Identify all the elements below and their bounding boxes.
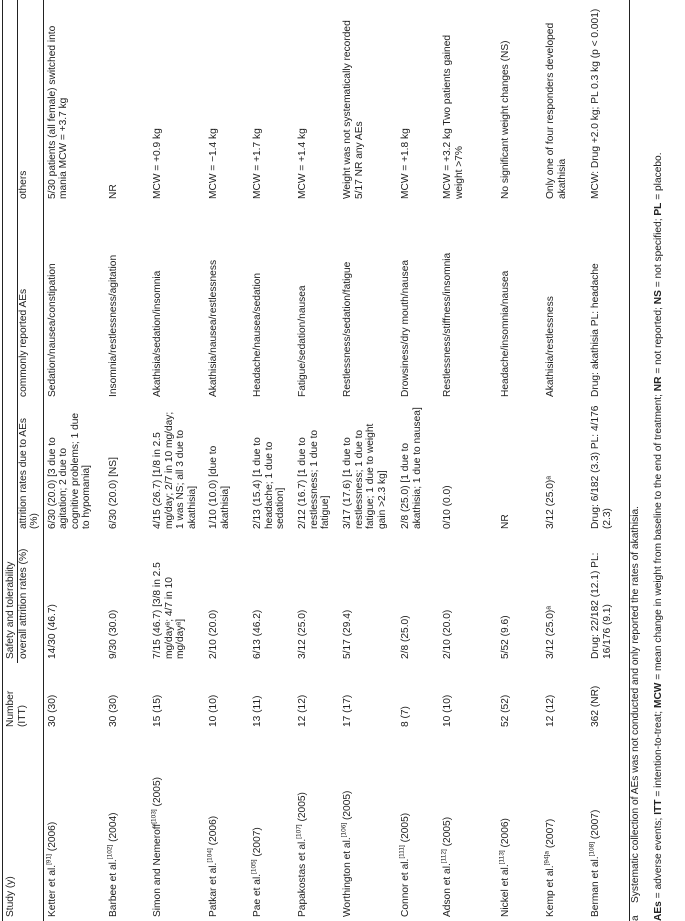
study-cell bbox=[205, 731, 249, 921]
common-ae-cell: Headache/insomnia/nausea bbox=[500, 270, 511, 397]
overall-cell: 2/10 (20.0) bbox=[442, 609, 453, 659]
common-ae-cell: Sedation/nausea/constipation bbox=[46, 263, 58, 397]
header-study: Study (y) bbox=[5, 876, 16, 917]
study-name: Adson et al. bbox=[442, 863, 453, 917]
study-cell bbox=[339, 731, 397, 921]
study-name: Ketter et al. bbox=[46, 864, 58, 917]
abbreviation-definition: = placebo. bbox=[653, 152, 664, 203]
number-cell: 12 (12) bbox=[297, 694, 308, 727]
study-reference: [102] bbox=[106, 844, 114, 860]
overall-cell: 2/8 (25.0) bbox=[400, 615, 411, 659]
study-cell bbox=[249, 731, 294, 921]
overall-cell: 5/17 (29.4) bbox=[342, 609, 353, 659]
due-ae-cell: 6/30 (20.0) [NS] bbox=[108, 457, 119, 529]
study-name: Berman et al. bbox=[590, 856, 601, 917]
study-name: Nickel et al. bbox=[500, 864, 511, 917]
table-row bbox=[542, 0, 587, 921]
common-ae-cell: Restlessness/sedation/fatigue bbox=[342, 261, 353, 397]
footnote-a bbox=[630, 506, 641, 921]
table-row bbox=[294, 0, 339, 921]
study-reference: [105] bbox=[250, 859, 258, 874]
study-reference: [113] bbox=[498, 850, 506, 865]
others-cell: MCW = +3.2 kg Two patients gained weight >7% bbox=[442, 34, 465, 199]
number-cell: 17 (17) bbox=[342, 694, 353, 727]
abbreviation-term: NS bbox=[653, 290, 664, 305]
study-reference: [108] bbox=[588, 841, 596, 857]
header-others: others bbox=[17, 0, 43, 203]
study-cell bbox=[43, 731, 105, 921]
due-ae-cell: 3/17 (17.6) [1 due to restlessness; 1 due to fatigue; 1 due to weight gain >2.3 kg] bbox=[342, 423, 388, 529]
study-cell bbox=[497, 731, 542, 921]
study-year: (2007) bbox=[252, 827, 263, 857]
overall-cell: 14/30 (46.7) bbox=[46, 604, 58, 659]
common-ae-cell: Drowsiness/dry mouth/nausea bbox=[400, 259, 411, 397]
study-cell bbox=[439, 731, 497, 921]
header-overall-attrition: overall attrition rates (%) bbox=[17, 533, 43, 663]
study-name: Papakostas et al. bbox=[297, 838, 308, 917]
study-reference: [107] bbox=[295, 824, 303, 839]
header-safety-group: Safety and tolerability bbox=[3, 0, 18, 663]
study-year: (2005) bbox=[442, 816, 453, 847]
common-ae-cell: Insomnia/restlessness/agitation bbox=[108, 254, 119, 397]
study-name: Simon and Nemeroff bbox=[152, 823, 163, 917]
due-ae-cell: 4/15 (26.7) [1/8 in 2.5 mg/day; 2/7 in 10 mg/day; 1 was NS; all 3 due to akathisia] bbox=[152, 411, 198, 529]
study-reference: [103] bbox=[150, 809, 158, 824]
due-ae-cell: 3/12 (25.0)ᵃ bbox=[545, 475, 556, 529]
due-ae-cell: 2/8 (25.0) [1 due to akathisia; 1 due to nausea] bbox=[400, 407, 423, 529]
abbreviation-definition: = adverse events; bbox=[653, 814, 664, 902]
study-reference: [104] bbox=[206, 848, 214, 863]
table-row bbox=[205, 0, 249, 921]
study-year: (2005) bbox=[152, 776, 163, 807]
overall-cell: 5/52 (9.6) bbox=[500, 615, 511, 659]
header-attrition-due-ae: attrition rates due to AEs (%) bbox=[17, 401, 43, 533]
study-name: Pae et al. bbox=[252, 873, 263, 917]
abbreviation-term: PL bbox=[653, 202, 664, 216]
study-name: Barbee et al. bbox=[108, 859, 119, 917]
table-row bbox=[339, 0, 397, 921]
study-name: Patkar et al. bbox=[208, 862, 219, 917]
due-ae-cell: Drug: 6/182 (3.3) PL: 4/176 (2.3) bbox=[590, 405, 613, 529]
abbreviation-definition: = not specified; bbox=[653, 215, 664, 291]
study-reference: [91] bbox=[45, 854, 53, 865]
common-ae-cell: Headache/nausea/sedation bbox=[252, 272, 263, 397]
number-cell: 30 (30) bbox=[108, 694, 119, 727]
number-cell: 52 (52) bbox=[500, 694, 511, 727]
table-row bbox=[43, 0, 105, 921]
overall-cell: Drug: 22/182 (12.1) PL: 16/176 (9.1) bbox=[590, 552, 613, 659]
due-ae-cell: 2/12 (16.7) [1 due to restlessness; 1 due to fatigue] bbox=[297, 429, 331, 529]
study-reference: [111] bbox=[398, 845, 406, 859]
others-cell: MCW = +1.8 kg bbox=[400, 128, 411, 199]
header-number-sub: (ITT) bbox=[17, 663, 43, 731]
others-cell: Weight was not systematically recorded 5/17 NR any AEs bbox=[342, 20, 365, 199]
due-ae-cell: 0/10 (0.0) bbox=[442, 485, 453, 529]
study-year: (2004) bbox=[108, 812, 119, 842]
study-cell bbox=[397, 731, 439, 921]
others-cell: NR bbox=[108, 184, 119, 199]
number-cell: 8 (7) bbox=[400, 706, 411, 727]
study-year: (2007) bbox=[590, 809, 601, 840]
number-cell: 15 (15) bbox=[152, 694, 163, 727]
table-row bbox=[105, 0, 149, 921]
study-reference: [106] bbox=[340, 822, 348, 838]
abbreviation-definition: = not reported; bbox=[653, 304, 664, 377]
study-name: Connor et al. bbox=[400, 858, 411, 917]
table-row bbox=[149, 0, 205, 921]
study-year: (2007) bbox=[545, 818, 556, 849]
footnote-a-label: a bbox=[630, 915, 641, 921]
study-year: (2005) bbox=[342, 790, 353, 821]
footnote-a-text: Systematic collection of AEs was not conducted and only reported the rates of akathisia. bbox=[630, 506, 641, 903]
common-ae-cell: Akathisia/restlessness bbox=[545, 296, 556, 397]
study-cell bbox=[542, 731, 587, 921]
overall-cell: 2/10 (20.0) bbox=[208, 609, 219, 659]
study-name: Kemp et al. bbox=[545, 865, 556, 917]
abbreviation-term: AEs bbox=[653, 901, 664, 921]
number-cell: 10 (10) bbox=[208, 694, 219, 727]
study-cell bbox=[587, 731, 629, 921]
abbreviation-term: MCW bbox=[653, 682, 664, 709]
table-row bbox=[397, 0, 439, 921]
abbreviations-footnote bbox=[653, 152, 664, 921]
others-cell: MCW = +1.7 kg bbox=[252, 128, 263, 199]
study-reference: [112] bbox=[440, 849, 448, 864]
overall-cell: 6/13 (46.2) bbox=[252, 609, 263, 659]
number-cell: 10 (10) bbox=[442, 694, 453, 727]
study-year: (2006) bbox=[208, 815, 219, 846]
safety-tolerability-table bbox=[2, 0, 630, 921]
header-study-blank bbox=[17, 731, 43, 921]
due-ae-cell: NR bbox=[500, 514, 511, 529]
header-number: Number bbox=[5, 690, 16, 727]
due-ae-cell: 1/10 (10.0) [due to akathisia] bbox=[208, 445, 231, 529]
header-common-ae: commonly reported AEs bbox=[17, 203, 43, 401]
overall-cell: 3/12 (25.0)ᵃ bbox=[545, 605, 556, 659]
common-ae-cell: Akathisia/sedation/insomnia bbox=[152, 270, 163, 397]
common-ae-cell: Akathisia/nausea/restlessness bbox=[208, 259, 219, 397]
others-cell: No significant weight changes (NS) bbox=[500, 40, 511, 199]
table-row bbox=[249, 0, 294, 921]
table-row bbox=[439, 0, 497, 921]
study-year: (2006) bbox=[500, 818, 511, 848]
table-body bbox=[43, 0, 629, 921]
common-ae-cell: Restlessness/stiffness/insomnia bbox=[442, 252, 453, 397]
abbreviation-definition: = intention-to-treat; bbox=[653, 708, 664, 800]
common-ae-cell: Fatigue/sedation/nausea bbox=[297, 285, 308, 397]
others-cell: 5/30 patients (all female) switched into mania MCW = +3.7 kg bbox=[46, 25, 69, 199]
study-cell bbox=[294, 731, 339, 921]
number-cell: 13 (11) bbox=[252, 695, 263, 727]
due-ae-cell: 6/30 (20.0) [3 due to agitation; 2 due to cognitive problems; 1 due to hypomania] bbox=[46, 412, 92, 529]
others-cell: Only one of four responders developed akathisia bbox=[545, 22, 568, 199]
number-cell: 12 (12) bbox=[545, 694, 556, 727]
overall-cell: 9/30 (30.0) bbox=[108, 609, 119, 659]
others-cell: MCW = −1.4 kg bbox=[208, 128, 219, 199]
study-cell bbox=[105, 731, 149, 921]
abbreviation-term: ITT bbox=[653, 799, 664, 815]
study-name: Worthington et al. bbox=[342, 837, 353, 917]
overall-cell: 7/15 (46.7) [3/8 in 2.5 mg/dayᵃ; 4/7 in 10 mg/dayᵃ] bbox=[152, 562, 186, 659]
study-reference: [94]a bbox=[543, 851, 551, 866]
abbreviation-definition: = mean change in weight from baseline to the end of treatment; bbox=[653, 391, 664, 683]
number-cell: 362 (NR) bbox=[590, 685, 601, 727]
study-year: (2005) bbox=[400, 812, 411, 843]
others-cell: MCW = +1.4 kg bbox=[297, 128, 308, 199]
number-cell: 30 (30) bbox=[46, 694, 58, 727]
common-ae-cell: Drug: akathisia PL: headache bbox=[590, 263, 601, 397]
others-cell: MCW = +0.9 kg bbox=[152, 128, 163, 199]
due-ae-cell: 2/13 (15.4) [1 due to headache; 1 due to sedation] bbox=[252, 437, 286, 529]
abbreviation-term: NR bbox=[653, 376, 664, 392]
study-year: (2005) bbox=[297, 792, 308, 822]
others-cell: MCW: Drug +2.0 kg; PL 0.3 kg (p < 0.001) bbox=[590, 8, 601, 199]
table-row bbox=[587, 0, 629, 921]
study-year: (2006) bbox=[46, 821, 58, 852]
overall-cell: 3/12 (25.0) bbox=[297, 609, 308, 659]
table-row bbox=[497, 0, 542, 921]
study-cell bbox=[149, 731, 205, 921]
